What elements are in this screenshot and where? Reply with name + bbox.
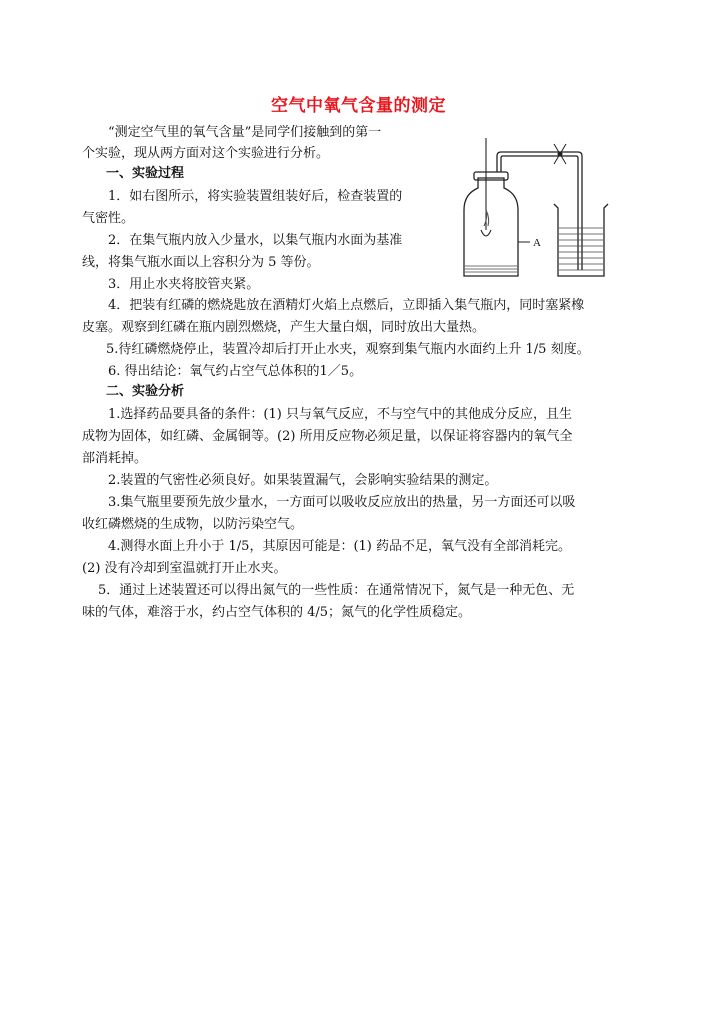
collecting-bottle (464, 172, 518, 276)
analysis-1-line-1: 1.选择药品要具备的条件：(1) 只与氧气反应，不与空气中的其他成分反应，且生 (108, 407, 572, 422)
step-5: 5.待红磷燃烧停止，装置冷却后打开止水夹，观察到集气瓶内水面约上升 1/5 刻度。 (106, 342, 590, 357)
section-heading-analysis: 二、实验分析 (106, 384, 185, 399)
analysis-3-line-2: 收红磷燃烧的生成物，以防污染空气。 (82, 517, 304, 532)
page-title: 空气中氧气含量的测定 (271, 96, 446, 116)
step-4-line-1: 4．把装有红磷的燃烧匙放在酒精灯火焰上点燃后，立即插入集气瓶内，同时塞紧橡 (108, 298, 585, 313)
step-2-line-2: 线，将集气瓶水面以上容积分为 5 等份。 (82, 255, 320, 270)
step-2-line-1: 2．在集气瓶内放入少量水，以集气瓶内水面为基准 (108, 233, 403, 248)
bottle-water (465, 266, 517, 272)
section-heading-process: 一、实验过程 (106, 166, 185, 181)
step-1-line-1: 1．如右图所示，将实验装置组装好后，检查装置的 (108, 189, 403, 204)
analysis-4-line-2: (2) 没有冷却到室温就打开止水夹。 (82, 561, 287, 576)
step-3: 3．用止水夹将胶管夹紧。 (108, 277, 260, 292)
paragraph-intro-line-1: “测定空气里的氧气含量”是同学们接触到的第一 (108, 125, 382, 140)
analysis-3-line-1: 3.集气瓶里要预先放少量水，一方面可以吸收反应放出的热量，另一方面还可以吸 (108, 495, 576, 510)
analysis-2: 2.装置的气密性必须良好。如果装置漏气，会影响实验结果的测定。 (108, 473, 498, 488)
combustion-spoon (481, 138, 491, 236)
step-4-line-2: 皮塞。观察到红磷在瓶内剧烈燃烧，产生大量白烟，同时放出大量热。 (82, 320, 486, 335)
step-6: 6. 得出结论：氧气约占空气总体积的1／5。 (108, 364, 363, 379)
analysis-1-line-3: 部消耗掉。 (82, 451, 148, 466)
label-a: A (533, 237, 541, 249)
beaker-water (559, 228, 603, 270)
water-clamp (554, 144, 566, 164)
analysis-5-line-2: 味的气体，难溶于水，约占空气体积的 4/5；氮气的化学性质稳定。 (82, 605, 472, 620)
paragraph-intro-line-2: 个实验，现从两方面对这个实验进行分析。 (82, 146, 330, 161)
analysis-1-line-2: 成物为固体，如红磷、金属铜等。(2) 所用反应物必须足量，以保证将容器内的氧气全 (82, 429, 573, 444)
analysis-4-line-1: 4.测得水面上升小于 1/5，其原因可能是：(1) 药品不足，氧气没有全部消耗完。 (108, 539, 572, 554)
analysis-5-line-1: 5．通过上述装置还可以得出氮气的一些性质：在通常情况下，氮气是一种无色、无 (98, 583, 575, 598)
step-1-line-2: 气密性。 (82, 211, 135, 226)
apparatus-figure (450, 130, 640, 280)
